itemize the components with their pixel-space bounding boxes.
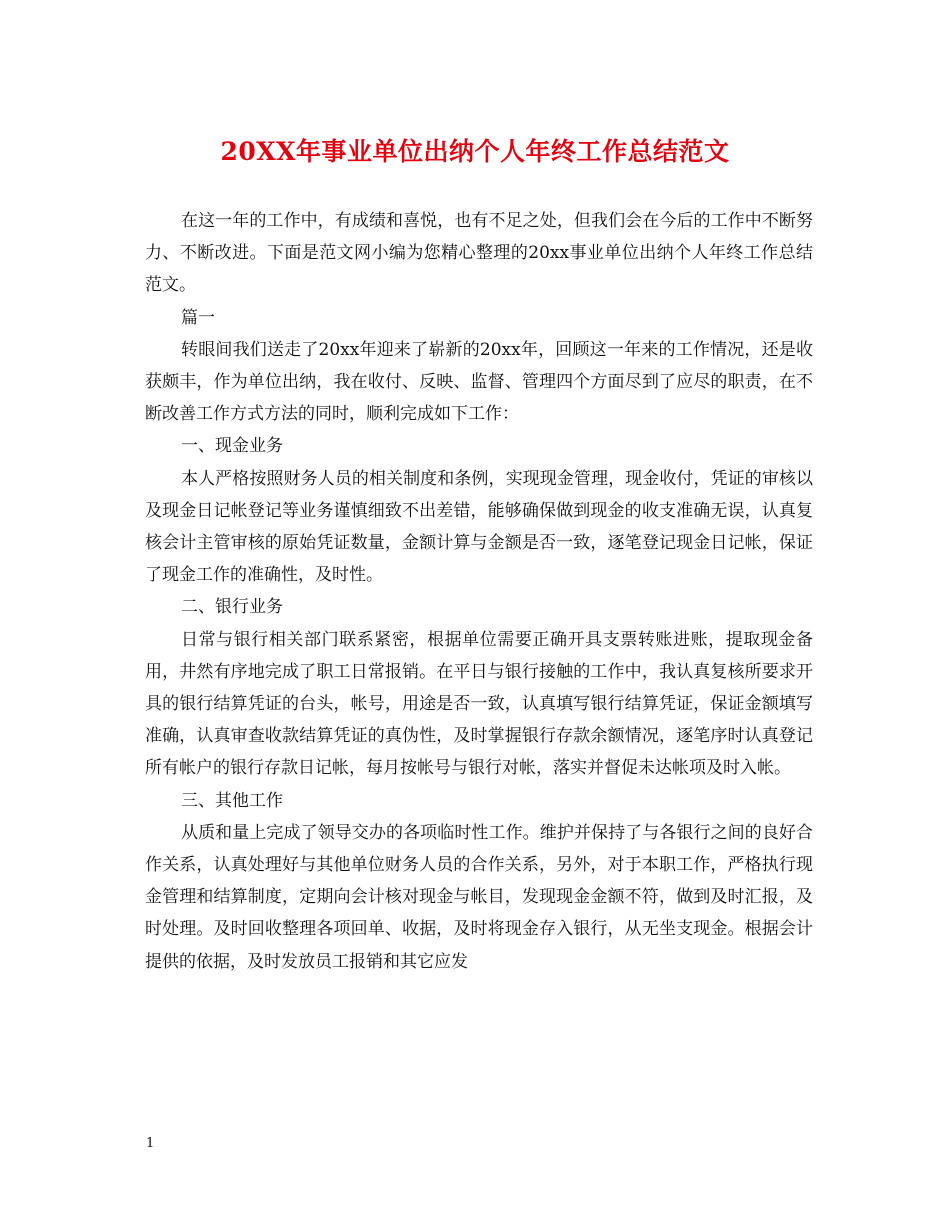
section-label-part-one: 篇一 xyxy=(181,307,215,328)
cash-business-paragraph: 本人严格按照财务人员的相关制度和条例，实现现金管理，现金收付，凭证的审核以及现金日记帐登记等业务谨慎细致不出差错，能够确保做到现金的收支准确无误，认真复核会计主管审核的原始凭证数量，金额计算与金额是否一致，逐笔登记现金日记帐，保证了现金工作的准确性，及时性。 xyxy=(145,468,813,586)
heading-cash-business: 一、现金业务 xyxy=(181,436,283,457)
document-body xyxy=(145,205,813,978)
intro-paragraph: 在这一年的工作中，有成绩和喜悦，也有不足之处，但我们会在今后的工作中不断努力、不断改进。下面是范文网小编为您精心整理的20xx事业单位出纳个人年终工作总结范文。 xyxy=(145,211,813,296)
heading-bank-business: 二、银行业务 xyxy=(181,597,283,618)
heading-other-work: 三、其他工作 xyxy=(181,790,283,811)
bank-business-paragraph: 日常与银行相关部门联系紧密，根据单位需要正确开具支票转账进账，提取现金备用，井然有序地完成了职工日常报销。在平日与银行接触的工作中，我认真复核所要求开具的银行结算凭证的台头，帐号，用途是否一致，认真填写银行结算凭证，保证金额填写准确，认真审查收款结算凭证的真伪性，及时掌握银行存款余额情况，逐笔序时认真登记所有帐户的银行存款日记帐，每月按帐号与银行对帐，落实并督促未达帐项及时入帐。 xyxy=(145,629,813,779)
overview-paragraph: 转眼间我们送走了20xx年迎来了崭新的20xx年，回顾这一年来的工作情况，还是收获颇丰，作为单位出纳，我在收付、反映、监督、管理四个方面尽到了应尽的职责，在不断改善工作方式方法的同时，顺利完成如下工作： xyxy=(145,339,813,425)
document-title: 20XX年事业单位出纳个人年终工作总结范文 xyxy=(220,137,730,166)
other-work-paragraph: 从质和量上完成了领导交办的各项临时性工作。维护并保持了与各银行之间的良好合作关系，认真处理好与其他单位财务人员的合作关系，另外，对于本职工作，严格执行现金管理和结算制度，定期向会计核对现金与帐目，发现现金金额不符，做到及时汇报，及时处理。及时回收整理各项回单、收据，及时将现金存入银行，从无坐支现金。根据会计提供的依据，及时发放员工报销和其它应发 xyxy=(145,822,813,972)
page-number: 1 xyxy=(146,1136,155,1151)
